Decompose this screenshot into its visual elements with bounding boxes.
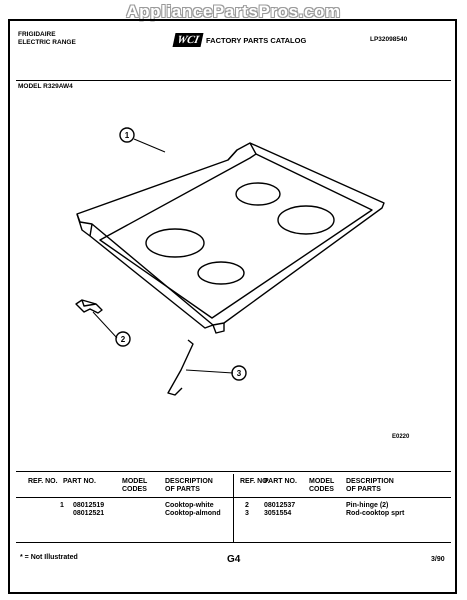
watermark: AppliancePartsPros.com [126,2,341,21]
footnote: * = Not Illustrated [20,554,78,561]
page-number: G4 [227,554,241,565]
col-model-right: MODEL CODES [309,478,335,493]
table-top-rule [16,471,451,472]
callout-3: 3 [236,369,242,378]
col-desc-left: DESCRIPTION OF PARTS [165,478,213,493]
col-part-right: PART NO. [264,478,297,485]
table-row-desc: Cooktop-white [165,502,214,509]
col-ref-right: REF. NO. [240,478,270,485]
burner-opening-front-left [146,229,204,257]
figure-code: E0220 [392,434,410,440]
brand-line1: FRIGIDAIRE [18,31,56,38]
table-header-rule [16,497,451,498]
catalog-date: 3/90 [431,556,445,563]
callout-2: 2 [120,335,126,344]
burner-opening-rear-right [278,206,334,234]
table-row-desc: Pin-hinge (2) [346,502,389,509]
table-row-ref: 3 [245,510,249,517]
table-divider [233,474,234,542]
col-desc-right: DESCRIPTION OF PARTS [346,478,394,493]
brand-line2: ELECTRIC RANGE [18,39,76,46]
support-rod [168,340,193,395]
table-row-part: 3051554 [264,510,292,517]
model-label: MODEL R329AW4 [18,83,73,90]
wci-logo: WCI [173,33,204,47]
cooktop-panel [77,143,384,325]
catalog-number: LP32098540 [370,36,408,43]
table-row-ref: 2 [245,502,249,509]
table-row-part: 08012537 [264,502,296,509]
catalog-title: FACTORY PARTS CATALOG [206,36,307,45]
hinge-pin [76,300,102,313]
table-row-part: 08012519 [73,502,105,509]
table-row-ref: 1 [60,502,64,509]
burner-opening-front-right [198,262,244,284]
col-part-left: PART NO. [63,478,96,485]
col-model-left: MODEL CODES [122,478,148,493]
table-bottom-rule [16,542,451,543]
table-row-desc: Cooktop-almond [165,510,221,517]
burner-opening-rear-left [236,183,280,205]
callout-1: 1 [124,131,130,140]
table-row-desc: Rod-cooktop sprt [346,510,405,517]
table-row-part: 08012521 [73,510,105,517]
col-ref-left: REF. NO. [28,478,58,485]
